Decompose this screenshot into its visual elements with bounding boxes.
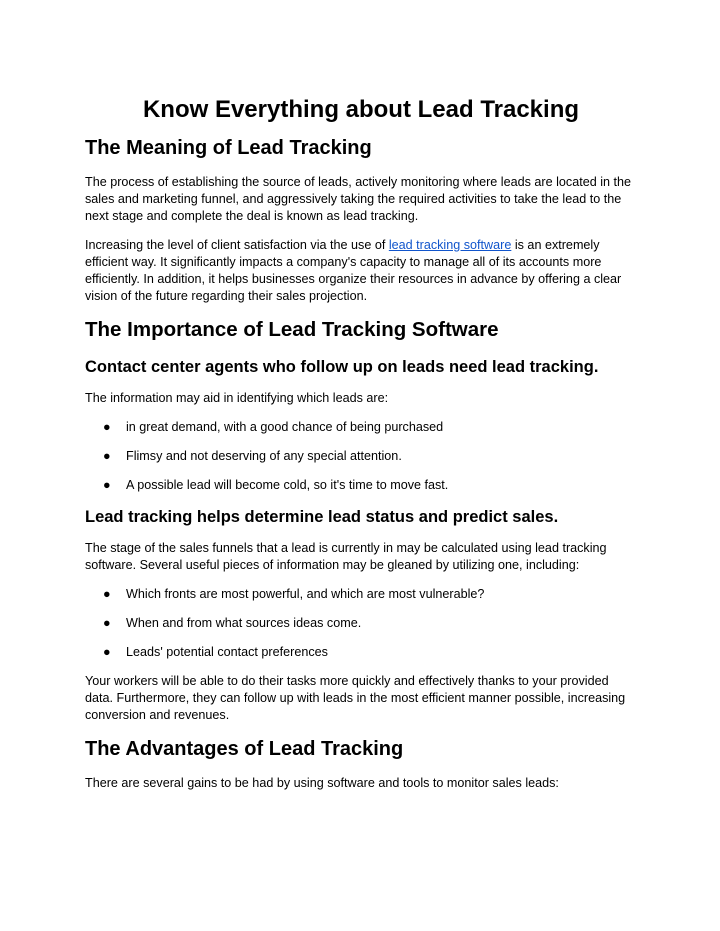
bullet-list-information — [85, 586, 637, 661]
list-item-text: Leads' potential contact preferences — [126, 645, 328, 659]
paragraph-client-satisfaction — [85, 237, 637, 305]
subheading-lead-status: Lead tracking helps determine lead status and predict sales. — [85, 508, 559, 526]
list-item — [85, 419, 637, 436]
section-heading-meaning: The Meaning of Lead Tracking — [85, 137, 372, 159]
bullet-icon: ● — [103, 616, 111, 630]
paragraph-workers-efficiency: Your workers will be able to do their tasks more quickly and effectively thanks to your provided data. Furthermore, they can follow up with leads in the most efficient manner possible, increasing conversion and revenues. — [85, 674, 626, 722]
document-body — [85, 94, 637, 804]
paragraph-text-before-link: Increasing the level of client satisfaction via the use of — [85, 238, 389, 252]
paragraph-advantages-intro: There are several gains to be had by using software and tools to monitor sales leads: — [85, 776, 559, 790]
paragraph-meaning-definition: The process of establishing the source of leads, actively monitoring where leads are located in the sales and marketing funnel, and aggressively taking the required activities to take the lead to the next stage and complete the deal is known as lead tracking. — [85, 175, 632, 223]
paragraph-sales-funnel-stage: The stage of the sales funnels that a lead is currently in may be calculated using lead tracking software. Several useful pieces of information may be gleaned by utilizing one, including: — [85, 541, 607, 572]
list-item-text: in great demand, with a good chance of being purchased — [126, 420, 444, 434]
section-heading-advantages: The Advantages of Lead Tracking — [85, 738, 404, 760]
bullet-icon: ● — [103, 587, 111, 601]
list-item — [85, 586, 637, 603]
bullet-icon: ● — [103, 645, 111, 659]
list-item-text: A possible lead will become cold, so it's time to move fast. — [126, 478, 449, 492]
list-item-text: Flimsy and not deserving of any special attention. — [126, 449, 402, 463]
subheading-contact-center: Contact center agents who follow up on leads need lead tracking. — [85, 358, 599, 376]
list-item — [85, 615, 637, 632]
bullet-icon: ● — [103, 449, 111, 463]
list-item — [85, 448, 637, 465]
list-item — [85, 644, 637, 661]
list-item-text: When and from what sources ideas come. — [126, 616, 362, 630]
list-item — [85, 477, 637, 494]
paragraph-identifying-leads: The information may aid in identifying which leads are: — [85, 391, 389, 405]
lead-tracking-software-link[interactable]: lead tracking software — [388, 238, 512, 252]
paragraph-text-after-link: is an extremely efficient way. It significantly impacts a company's capacity to manage all of its accounts more efficiently. In addition, it helps businesses organize their resources in advance by offering a clear vision of the future regarding their sales projection. — [85, 238, 622, 303]
list-item-text: Which fronts are most powerful, and which are most vulnerable? — [126, 587, 485, 601]
bullet-list-lead-types — [85, 419, 637, 494]
document-title: Know Everything about Lead Tracking — [142, 96, 580, 123]
section-heading-importance: The Importance of Lead Tracking Software — [85, 318, 499, 341]
bullet-icon: ● — [103, 420, 111, 434]
bullet-icon: ● — [103, 478, 111, 492]
